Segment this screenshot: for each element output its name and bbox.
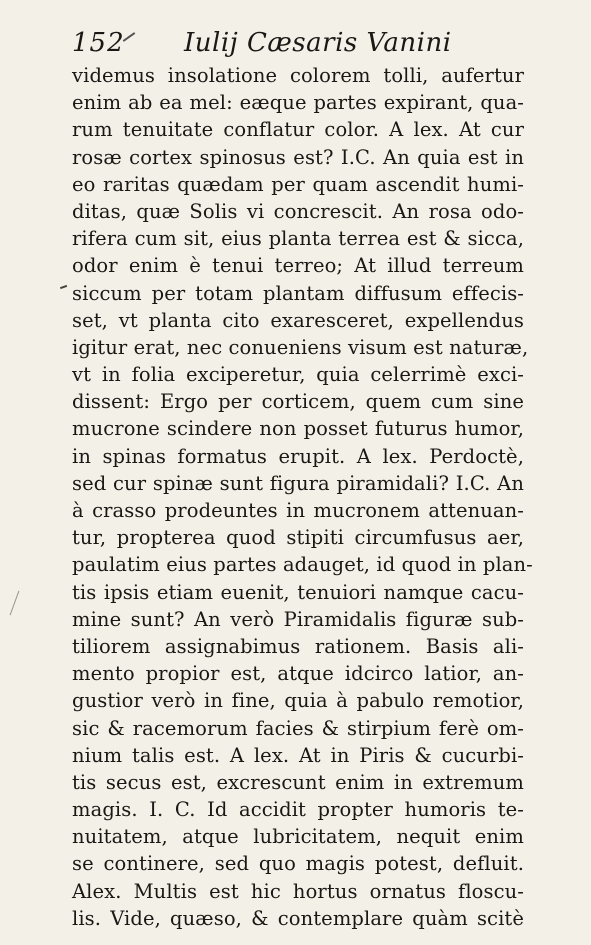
text-line: dissent: Ergo per corticem, quem cum sine xyxy=(72,390,524,414)
text-line: siccum per totam plantam diffusum effecis- xyxy=(72,281,524,305)
text-line: mine sunt? An verò Piramidalis figuræ sub- xyxy=(72,607,524,631)
body-text xyxy=(72,62,533,932)
text-line: nium talis est. A lex. At in Piris & cucurbi- xyxy=(72,743,524,767)
text-line: in spinas formatus erupit. A lex. Perdoctè, xyxy=(72,444,524,468)
text-line: magis. I. C. Id accidit propter humoris te- xyxy=(72,798,524,822)
text-line: à crasso prodeuntes in mucronem attenuan- xyxy=(72,499,524,522)
text-line: tis secus est, excrescunt enim in extremum xyxy=(72,770,524,794)
page-number: 152 xyxy=(72,28,125,58)
text-line: nuitatem, atque lubricitatem, nequit enim xyxy=(72,825,524,849)
text-line: ditas, quæ Solis vi concrescit. An rosa odo- xyxy=(72,199,524,223)
text-line: gustior verò in fine, quia à pabulo remotior, xyxy=(72,689,524,713)
text-line: igitur erat, nec conueniens visum est naturæ, xyxy=(72,335,529,359)
text-line: tis ipsis etiam euenit, tenuiori namque cacu- xyxy=(72,580,524,604)
text-line: videmus insolatione colorem tolli, aufertur xyxy=(72,64,524,87)
text-line: vt in folia exciperetur, quia celerrimè exci- xyxy=(72,363,524,387)
text-line: set, vt planta cito exaresceret, expellendus xyxy=(72,308,524,332)
text-line: rosæ cortex spinosus est? I.C. An quia est in xyxy=(72,145,524,169)
text-line: Alex. Multis est hic hortus ornatus floscu- xyxy=(72,879,524,903)
text-line: tur, propterea quod stipiti circumfusus aer, xyxy=(72,526,524,550)
text-line: rifera cum sit, eius planta terrea est & sicca, xyxy=(72,227,524,251)
text-line: tiliorem assignabimus rationem. Basis ali- xyxy=(72,634,524,658)
margin-pencil-mark xyxy=(10,591,20,616)
text-line: mento propior est, atque idcirco latior, an- xyxy=(72,662,524,686)
text-line: odor enim è tenui terreo; At illud terreum xyxy=(72,254,524,278)
margin-ink-mark xyxy=(60,285,67,289)
text-line: paulatim eius partes adauget, id quod in plan- xyxy=(72,553,533,577)
text-line: sed cur spinæ sunt figura piramidali? I.C. An xyxy=(72,471,524,495)
running-head: Iulij Cæsaris Vanini xyxy=(184,28,452,58)
text-line: rum tenuitate conflatur color. A lex. At cur xyxy=(72,118,524,142)
text-line: sic & racemorum facies & stirpium ferè om- xyxy=(72,716,524,740)
text-line: eo raritas quædam per quam ascendit humi- xyxy=(72,172,524,196)
text-line: enim ab ea mel: eæque partes expirant, qua- xyxy=(72,91,524,115)
text-line: se continere, sed quo magis potest, defluit. xyxy=(72,852,524,876)
text-line: mucrone scindere non posset futurus humor, xyxy=(72,417,524,441)
text-line: lis. Vide, quæso, & contemplare quàm scitè xyxy=(72,906,524,930)
